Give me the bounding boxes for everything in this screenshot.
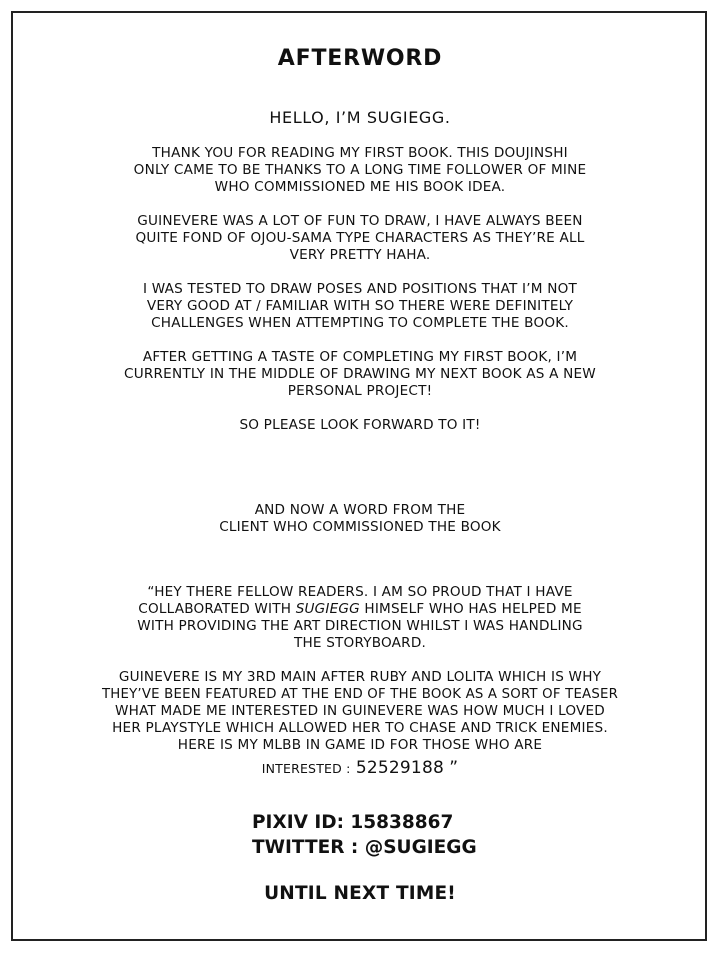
game-id-line	[0, 758, 720, 778]
text-line: HER PLAYSTYLE WHICH ALLOWED HER TO CHASE AND TRICK ENEMIES.	[112, 720, 608, 736]
text-line: THANK YOU FOR READING MY FIRST BOOK. THIS DOUJINSHI	[152, 145, 568, 161]
text-fragment: HIMSELF WHO HAS HELPED ME	[359, 601, 582, 617]
game-id: 52529188	[355, 758, 444, 778]
text-line	[0, 601, 720, 619]
text-line: AND NOW A WORD FROM THE	[254, 502, 466, 518]
text-line: CHALLENGES WHEN ATTEMPTING TO COMPLETE THE BOOK.	[151, 315, 569, 331]
page-title: AFTERWORD	[277, 46, 443, 71]
text-fragment: COLLABORATED WITH	[138, 601, 296, 617]
text-line: VERY GOOD AT / FAMILIAR WITH SO THERE WERE DEFINITELY	[146, 298, 574, 314]
text-line: WHO COMMISSIONED ME HIS BOOK IDEA.	[214, 179, 506, 195]
close-quote: ”	[449, 758, 459, 778]
text-line: WITH PROVIDING THE ART DIRECTION WHILST I WAS HANDLING	[137, 618, 583, 634]
text-line: PERSONAL PROJECT!	[287, 383, 433, 399]
twitter-handle: TWITTER : @SUGIEGG	[252, 837, 477, 858]
text-line: WHAT MADE ME INTERESTED IN GUINEVERE WAS HOW MUCH I LOVED	[115, 703, 605, 719]
text-line: HERE IS MY MLBB IN GAME ID FOR THOSE WHO ARE	[177, 737, 543, 753]
text-line: I WAS TESTED TO DRAW POSES AND POSITIONS THAT I’M NOT	[142, 281, 578, 297]
text-line: ONLY CAME TO BE THANKS TO A LONG TIME FOLLOWER OF MINE	[133, 162, 587, 178]
text-line: THEY’VE BEEN FEATURED AT THE END OF THE BOOK AS A SORT OF TEASER	[101, 687, 619, 702]
greeting: HELLO, I’M SUGIEGG.	[269, 108, 451, 127]
pixiv-id: PIXIV ID: 15838867	[252, 812, 454, 833]
text-line: VERY PRETTY HAHA.	[289, 247, 431, 263]
paragraph-look-forward: SO PLEASE LOOK FORWARD TO IT!	[239, 417, 481, 433]
text-line: CURRENTLY IN THE MIDDLE OF DRAWING MY NEXT BOOK AS A NEW	[124, 366, 596, 382]
text-line: “HEY THERE FELLOW READERS. I AM SO PROUD THAT I HAVE	[147, 584, 573, 600]
text-line: QUITE FOND OF OJOU-SAMA TYPE CHARACTERS AS THEY’RE ALL	[135, 230, 585, 246]
text-line: THE STORYBOARD.	[293, 635, 427, 651]
text-line: GUINEVERE IS MY 3RD MAIN AFTER RUBY AND LOLITA WHICH IS WHY	[118, 669, 602, 685]
text-line: GUINEVERE WAS A LOT OF FUN TO DRAW, I HAVE ALWAYS BEEN	[137, 213, 583, 229]
text-line: CLIENT WHO COMMISSIONED THE BOOK	[219, 519, 501, 535]
signoff: UNTIL NEXT TIME!	[264, 883, 456, 904]
interested-label: INTERESTED :	[261, 761, 351, 776]
artist-name: SUGIEGG	[295, 601, 360, 617]
text-line: AFTER GETTING A TASTE OF COMPLETING MY FIRST BOOK, I’M	[142, 349, 578, 365]
